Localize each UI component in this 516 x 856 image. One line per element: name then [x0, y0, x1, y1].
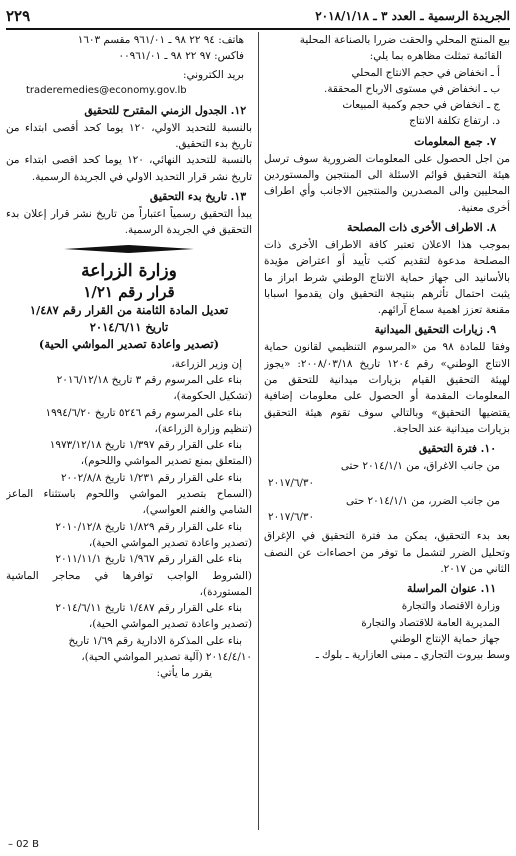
page-header [6, 4, 510, 30]
column-divider [258, 32, 259, 830]
decision-number: قرار رقم ١/٢١ [83, 282, 175, 301]
page-number: ٢٢٩ [6, 7, 31, 25]
decides-line: يقرر ما يأتي: [156, 667, 212, 680]
reference-subject: ٢٠١٤/٤/١٠ (آلية تصدير المواشي الحية)، [81, 651, 252, 664]
reference-line: بناء على القرار رقم ١/٩٦٧ تاريخ ٢٠١١/١١/١ [55, 553, 242, 566]
right-column [264, 32, 510, 852]
section-text-8: بموجب هذا الاعلان تعتبر كافة الاطراف الأخرى ذات المصلحة مدعوة لتقديم كتب تأييد أو اعتراض مؤيدة بالأسانيد الى جهاز حماية الانتاج الوطني شرط ابراز ما يثبت احتمال تأثرهم بنتيجة التحقيق وان يقدموا اسبابا مقنعة تعزز اهمية سماع آرائهم. [264, 238, 510, 317]
reference-subject: (السماح بتصدير المواشي واللحوم باستثناء الماعز الشامي والغنم العواسي)، [6, 488, 252, 517]
page-code: – 02 B [8, 839, 39, 850]
reference-subject: (تشكيل الحكومة)، [173, 390, 252, 403]
preliminary-schedule: بالنسبة للتحديد الاولي، ١٢٠ يوما كحد أقصى ابتداء من تاريخ بدء التحقيق. [6, 121, 252, 151]
ministry-title: وزارة الزراعة [81, 260, 177, 281]
amendment-date: تاريخ ٢٠١٤/٦/١١ [89, 319, 169, 334]
investigation-period-note: بعد بدء التحقيق، يمكن مد فترة التحقيق في الإغراق وتحليل الضرر لتشمل ما توفر من احصاءات عن النصف الثاني من ٢٠١٧. [264, 530, 510, 576]
injury-period: من جانب الضرر، من ٢٠١٤/١/١ حتى [345, 494, 500, 507]
intro-line: القائمة تمثلت مظاهره بما يلي: [369, 50, 502, 63]
section-heading-9: ٩. زيارات التحقيق الميدانية [374, 323, 496, 337]
final-schedule: بالنسبة للتحديد النهائي، ١٢٠ يوما كحد اقصى ابتداء من تاريخ نشر قرار التحديد الاولي في الجريدة الرسمية. [6, 154, 252, 183]
section-text-7: من اجل الحصول على المعلومات الضرورية سوف ترسل هيئة التحقيق قوائم الاسئلة الى المنتجين والمستوردين المحليين والى المصدرين والمنتجين الاجانب وأي اطراف أخرى معنية. [264, 152, 510, 214]
address-line: جهاز حماية الإنتاج الوطني [390, 632, 500, 645]
gazette-issue-title: الجريدة الرسمية ـ العدد ٣ ـ ٢٠١٨/١/١٨ [315, 9, 510, 23]
section-text-13: يبدأ التحقيق رسمياً اعتباراً من تاريخ نشر قرار إعلان بدء التحقيق في الجريدة الرسمية. [6, 208, 252, 237]
fax-line: فاكس: ٩٧ ٢٢ ٩٨ ـ ٠٠٩٦١/٠١ [118, 50, 244, 63]
section-heading-10: ١٠. فترة التحقيق [418, 442, 496, 456]
minister-line: إن وزير الزراعة، [171, 357, 242, 370]
reference-line: بناء على المذكرة الادارية رقم ١/٦٩ تاريخ [68, 634, 242, 647]
left-column [6, 32, 252, 852]
reference-line: بناء على المرسوم رقم ٥٢٤٦ تاريخ ١٩٩٤/٦/٢٠ [45, 406, 242, 419]
amendment-title: تعديل المادة الثامنة من القرار رقم ١/٤٨٧ [29, 302, 229, 317]
reference-line: بناء على القرار رقم ١/٣٩٧ تاريخ ١٩٧٣/١٢/١٨ [49, 439, 242, 452]
dumping-period-end: ٢٠١٧/٦/٣٠ [268, 476, 315, 489]
section-heading-11: ١١. عنوان المراسلة [407, 582, 496, 596]
intro-line: بيع المنتج المحلي والحقت ضررا بالصناعة المحلية [299, 34, 510, 46]
reference-subject: (تصدير واعادة تصدير المواشي الحية)، [88, 618, 252, 631]
reference-subject: (الشروط الواجب توافرها في محاجر الماشية المستوردة)، [6, 569, 252, 598]
indicator-item: د. ارتفاع تكلفة الانتاج [409, 115, 500, 128]
reference-line: بناء على القرار رقم ١/٨٢٩ تاريخ ٢٠١٠/١٢/٨ [55, 520, 242, 533]
section-heading-7: ٧. جمع المعلومات [414, 134, 496, 148]
indicator-item: ب ـ انخفاض في مستوى الارباح المحققة. [324, 82, 500, 95]
injury-period-end: ٢٠١٧/٦/٣٠ [268, 511, 315, 524]
dumping-period: من جانب الاغراق، من ٢٠١٤/١/١ حتى [340, 460, 500, 473]
reference-line: بناء على المرسوم رقم ٣ تاريخ ٢٠١٦/١٢/١٨ [56, 373, 242, 386]
section-heading-13: ١٣. تاريخ بدء التحقيق [149, 190, 246, 204]
reference-subject: (المتعلق بمنع تصدير المواشي واللحوم)، [80, 455, 252, 468]
address-line: المديرية العامة للاقتصاد والتجارة [361, 616, 500, 629]
reference-subject: (تصدير واعادة تصدير المواشي الحية)، [88, 536, 252, 549]
reference-subject: (تنظيم وزارة الزراعة)، [154, 422, 252, 435]
section-text-9: وفقا للمادة ٩٨ من «المرسوم التنظيمي لقانون حماية الانتاج الوطني» رقم ١٢٠٤ تاريخ ٢٠٠٨/٠٣/١٨: «يجوز لهيئة التحقيق القيام بزيارات ميدانية للتحقق من المعلومات المقدمة أو الحصول على معلومات إضافية يقتضيها التحقيق» وبالتالي سوف تقوم هيئة التحقيق بزيارات ميدانية عند الحاجة. [264, 341, 510, 435]
section-heading-8: ٨. الاطراف الأخرى ذات المصلحة [347, 220, 496, 234]
reference-line: بناء على القرار رقم ١/٤٨٧ تاريخ ٢٠١٤/٦/١١ [55, 602, 242, 615]
reference-line: بناء على القرار رقم ١/٢٣١ تاريخ ٢٠٠٢/٨/٨ [60, 471, 242, 484]
diamond-rule-icon [64, 244, 194, 254]
indicator-item: ج ـ انخفاض في حجم وكمية المبيعات [342, 99, 500, 112]
address-line: وزارة الاقتصاد والتجارة [401, 600, 500, 613]
section-separator [6, 244, 252, 254]
indicator-item: أ ـ انخفاض في حجم الانتاج المحلي [351, 66, 500, 79]
email-label: بريد الكتروني: [182, 68, 244, 81]
phone-line: هاتف: ٩٤ ٢٢ ٩٨ ـ ٩٦١/٠١ مقسم ١٦٠٣ [77, 34, 244, 46]
email-address: traderemedies@economy.gov.lb [26, 84, 187, 96]
amendment-subject: (تصدير واعادة تصدير المواشي الحية) [38, 336, 220, 351]
address-line: وسط بيروت التجاري ـ مبنى العازارية ـ بلوك ـ [315, 649, 510, 662]
section-heading-12: ١٢. الجدول الزمني المقترح للتحقيق [84, 103, 246, 117]
